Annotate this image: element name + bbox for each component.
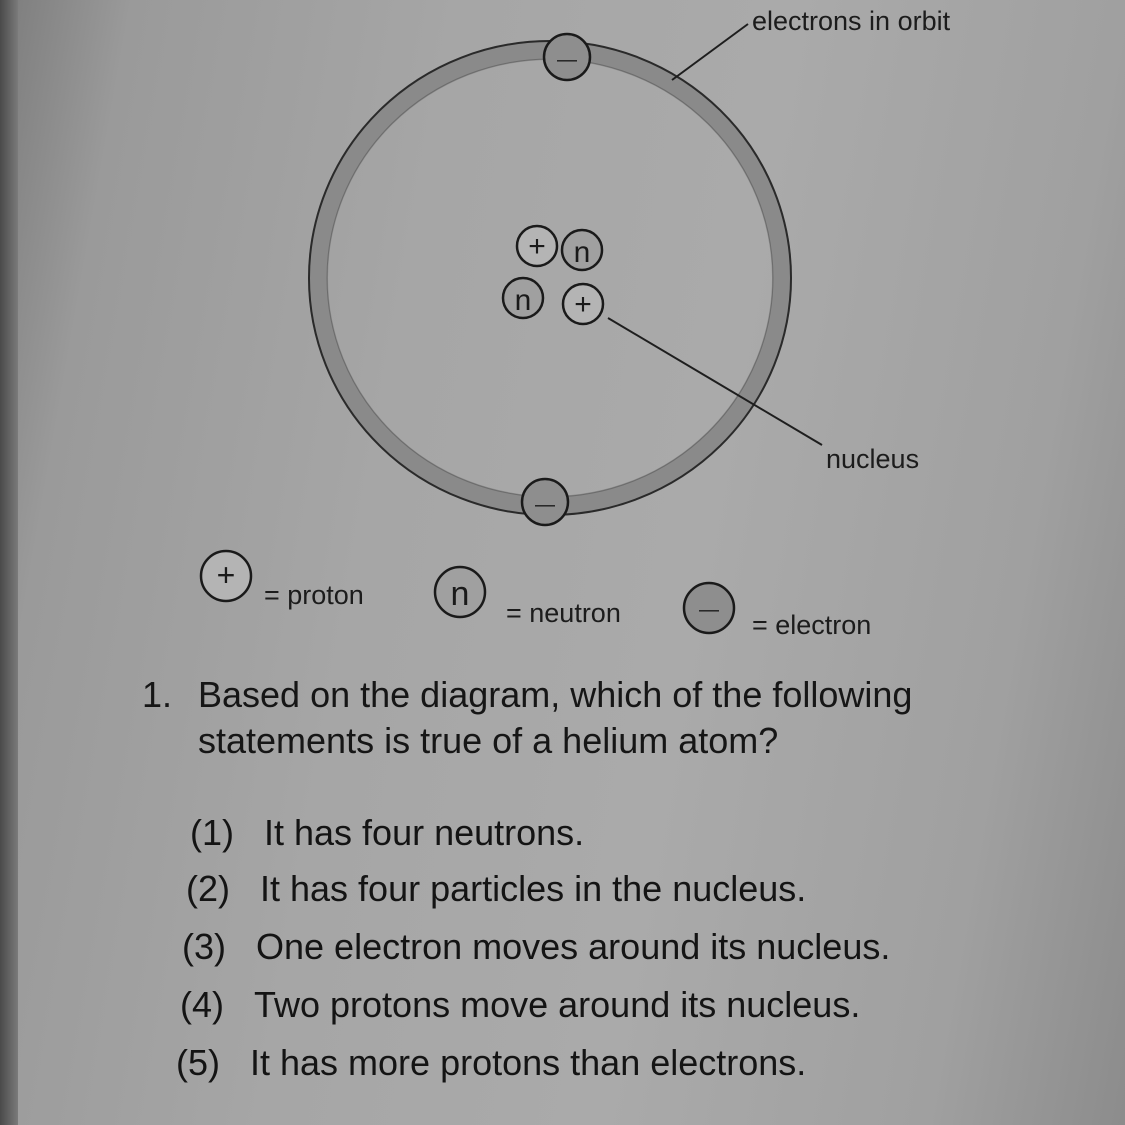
orbit-inner-outline — [327, 59, 773, 497]
option-3[interactable] — [182, 926, 890, 968]
question-text: Based on the diagram, which of the following statements is true of a helium atom? — [198, 674, 913, 761]
option-number: (5) — [176, 1042, 220, 1083]
electron-top — [544, 34, 590, 80]
proton-2 — [563, 284, 603, 324]
electron-bottom — [522, 479, 568, 525]
option-text: Two protons move around its nucleus. — [254, 984, 861, 1025]
option-4[interactable] — [180, 984, 860, 1026]
nucleus-label: nucleus — [826, 444, 920, 474]
proton-1 — [517, 226, 557, 266]
neutron-2 — [503, 278, 543, 318]
option-1[interactable] — [190, 812, 584, 854]
legend-neutron-text: = neutron — [506, 598, 621, 628]
svg-text:n: n — [450, 575, 470, 613]
svg-text:n: n — [514, 284, 532, 317]
orbit-label: electrons in orbit — [752, 6, 951, 36]
option-number: (2) — [186, 868, 230, 909]
neutron-1 — [562, 230, 602, 270]
option-text: It has more protons than electrons. — [250, 1042, 807, 1083]
legend-proton-text: = proton — [264, 580, 364, 610]
option-5[interactable] — [176, 1042, 806, 1084]
option-text: One electron moves around its nucleus. — [256, 926, 891, 967]
svg-text:+: + — [574, 288, 592, 321]
legend-neutron-icon — [435, 567, 485, 617]
option-number: (3) — [182, 926, 226, 967]
svg-text:+: + — [528, 230, 546, 263]
svg-text:+: + — [216, 557, 236, 593]
electron-orbit — [318, 50, 782, 506]
svg-text:—: — — [535, 494, 555, 516]
nucleus — [503, 226, 603, 324]
svg-text:n: n — [573, 236, 591, 269]
legend-proton-icon — [201, 551, 251, 601]
option-2[interactable] — [186, 868, 806, 910]
legend-electron-text: = electron — [752, 610, 872, 640]
svg-text:—: — — [699, 599, 719, 621]
legend-electron-icon — [684, 583, 734, 633]
option-number: (4) — [180, 984, 224, 1025]
orbit-leader-line — [672, 24, 748, 80]
option-text: It has four particles in the nucleus. — [260, 868, 807, 909]
option-number: (1) — [190, 812, 234, 853]
svg-text:—: — — [557, 49, 577, 71]
option-text: It has four neutrons. — [264, 812, 585, 853]
question-number: 1. — [142, 674, 173, 715]
